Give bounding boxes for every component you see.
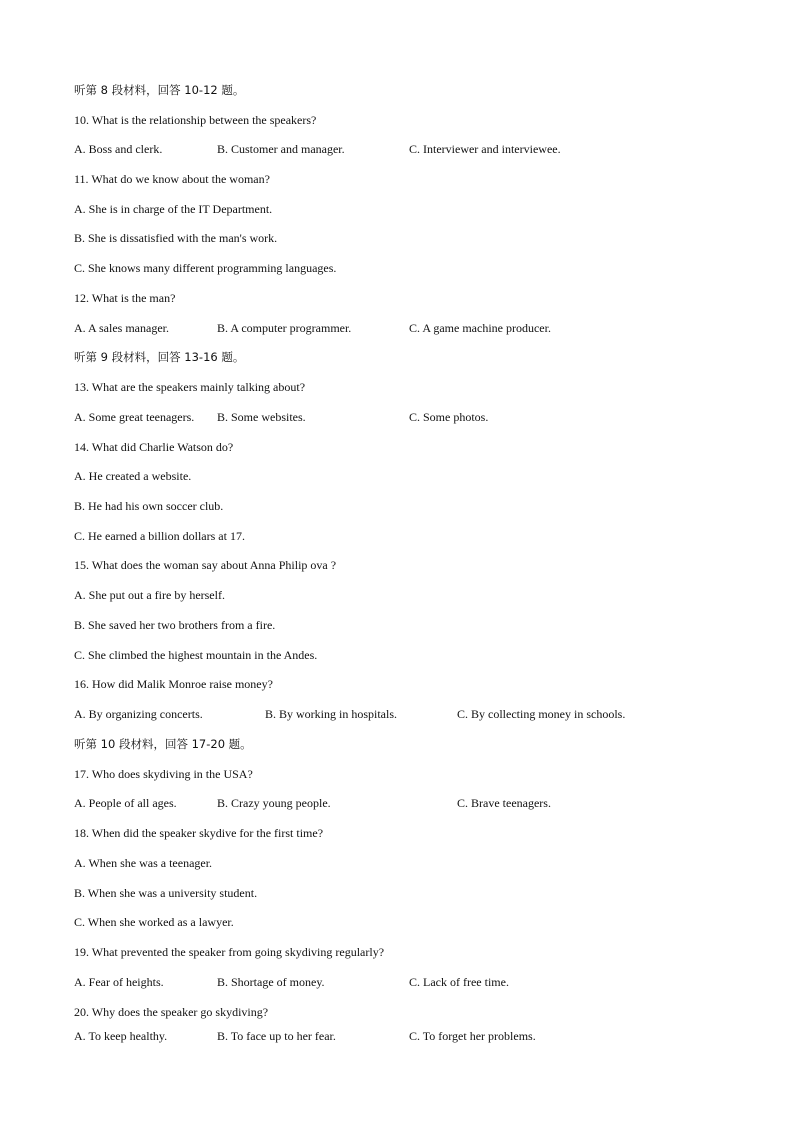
q13-option-c: C. Some photos. — [409, 410, 489, 424]
q10-option-b: B. Customer and manager. — [217, 142, 345, 156]
q14-option-b: B. He had his own soccer club. — [74, 499, 224, 513]
q13-option-a: A. Some great teenagers. — [74, 410, 195, 424]
q16-option-a: A. By organizing concerts. — [74, 707, 203, 721]
q18-option-a: A. When she was a teenager. — [74, 856, 213, 870]
section-heading-10: 听第 10 段材料，回答 17-20 题。 — [74, 737, 252, 751]
q18-option-c: C. When she worked as a lawyer. — [74, 915, 234, 929]
q16-option-c: C. By collecting money in schools. — [457, 707, 626, 721]
q13-option-b: B. Some websites. — [217, 410, 306, 424]
q11-option-a: A. She is in charge of the IT Department. — [74, 202, 273, 216]
q19-option-a: A. Fear of heights. — [74, 975, 164, 989]
q10-option-a: A. Boss and clerk. — [74, 142, 163, 156]
q17-option-c: C. Brave teenagers. — [457, 796, 551, 810]
q12-option-a: A. A sales manager. — [74, 321, 169, 335]
q19-option-c: C. Lack of free time. — [409, 975, 509, 989]
q18-option-b: B. When she was a university student. — [74, 886, 258, 900]
question-10: 10. What is the relationship between the speakers? — [74, 113, 317, 127]
section-heading-8: 听第 8 段材料，回答 10-12 题。 — [74, 83, 245, 97]
q11-option-c: C. She knows many different programming languages. — [74, 261, 337, 275]
question-20: 20. Why does the speaker go skydiving? — [74, 1005, 269, 1019]
q10-option-c: C. Interviewer and interviewee. — [409, 142, 561, 156]
q14-option-a: A. He created a website. — [74, 469, 192, 483]
question-13: 13. What are the speakers mainly talking about? — [74, 380, 306, 394]
q20-option-a: A. To keep healthy. — [74, 1029, 168, 1043]
q17-option-b: B. Crazy young people. — [217, 796, 331, 810]
q15-option-b: B. She saved her two brothers from a fire. — [74, 618, 276, 632]
q16-option-b: B. By working in hospitals. — [265, 707, 398, 721]
q12-option-c: C. A game machine producer. — [409, 321, 551, 335]
section-heading-9: 听第 9 段材料，回答 13-16 题。 — [74, 350, 245, 364]
q12-option-b: B. A computer programmer. — [217, 321, 352, 335]
question-15: 15. What does the woman say about Anna Philip ova ? — [74, 558, 337, 572]
q11-option-b: B. She is dissatisfied with the man's work. — [74, 231, 278, 245]
question-12: 12. What is the man? — [74, 291, 176, 305]
q20-option-c: C. To forget her problems. — [409, 1029, 536, 1043]
question-19: 19. What prevented the speaker from going skydiving regularly? — [74, 945, 385, 959]
q19-option-b: B. Shortage of money. — [217, 975, 325, 989]
question-14: 14. What did Charlie Watson do? — [74, 440, 234, 454]
q14-option-c: C. He earned a billion dollars at 17. — [74, 529, 245, 543]
q17-option-a: A. People of all ages. — [74, 796, 177, 810]
question-18: 18. When did the speaker skydive for the first time? — [74, 826, 324, 840]
q15-option-a: A. She put out a fire by herself. — [74, 588, 225, 602]
question-17: 17. Who does skydiving in the USA? — [74, 767, 253, 781]
question-11: 11. What do we know about the woman? — [74, 172, 270, 186]
q20-option-b: B. To face up to her fear. — [217, 1029, 336, 1043]
question-16: 16. How did Malik Monroe raise money? — [74, 677, 273, 691]
q15-option-c: C. She climbed the highest mountain in the Andes. — [74, 648, 318, 662]
